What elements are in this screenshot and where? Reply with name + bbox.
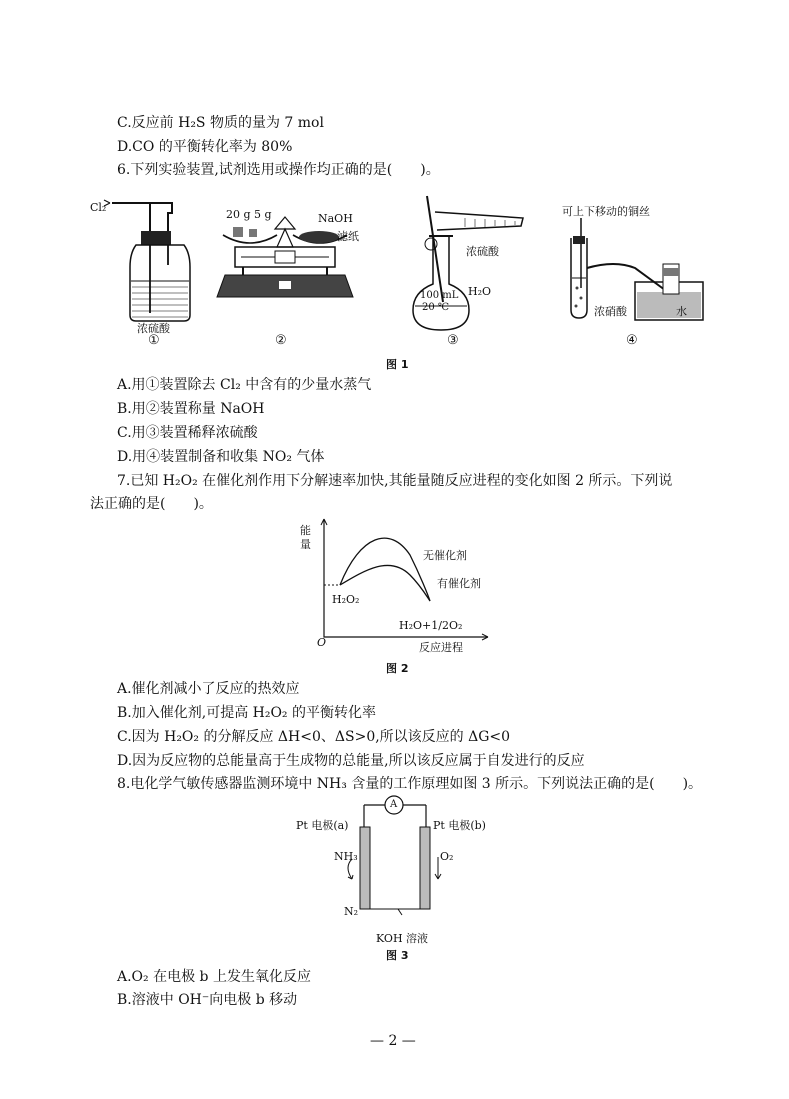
question-8-option-a: A.O₂ 在电极 b 上发生氧化反应 — [117, 969, 311, 985]
filter-paper-label: 滤纸 — [337, 230, 359, 243]
figure-1-caption: 图 1 — [386, 358, 409, 371]
question-7-option-c: C.因为 H₂O₂ 的分解反应 ΔH<0、ΔS>0,所以该反应的 ΔG<0 — [117, 729, 511, 745]
question-6-option-b: B.用②装置称量 NaOH — [117, 401, 265, 417]
o2-label: O₂ — [440, 850, 454, 863]
figure-2-caption: 图 2 — [386, 662, 409, 675]
energy-axis-label: 能量 — [300, 524, 311, 551]
with-catalyst-label: 有催化剂 — [437, 577, 481, 590]
flask-volume-label: 100 mL — [420, 290, 459, 301]
question-7-option-b: B.加入催化剂,可提高 H₂O₂ 的平衡转化率 — [117, 705, 376, 721]
page-number: — 2 — — [370, 1033, 416, 1049]
question-6-option-c: C.用③装置稀释浓硫酸 — [117, 425, 258, 441]
option-c: C.反应前 H₂S 物质的量为 7 mol — [117, 115, 324, 131]
figure-3-caption: 图 3 — [386, 949, 409, 962]
flask-temperature-label: 20 ℃ — [422, 302, 450, 313]
question-7-option-a: A.催化剂减小了反应的热效应 — [117, 681, 300, 697]
n2-label: N₂ — [344, 905, 359, 918]
uncatalyzed-curve — [340, 538, 430, 601]
origin-label: O — [317, 636, 327, 649]
option-d: D.CO 的平衡转化率为 80% — [117, 139, 293, 155]
copper-wire-test-tube-diagram — [565, 218, 710, 323]
weights-label: 20 g 5 g — [226, 208, 272, 221]
question-7-line-2: 法正确的是( )。 — [90, 496, 213, 512]
conc-nitric-acid-label: 浓硝酸 — [594, 305, 627, 318]
naoh-label: NaOH — [318, 212, 353, 225]
gas-washing-bottle-diagram — [80, 195, 190, 330]
apparatus-number-3: ③ — [447, 333, 459, 348]
conc-sulfuric-acid-label-3: 浓硫酸 — [466, 245, 499, 258]
no-catalyst-label: 无催化剂 — [423, 549, 467, 562]
question-8-option-b: B.溶液中 OH⁻向电极 b 移动 — [117, 992, 298, 1008]
question-6-option-d: D.用④装置制备和收集 NO₂ 气体 — [117, 449, 325, 465]
electrode-b-label: Pt 电极(b) — [433, 819, 486, 832]
question-8: 8.电化学气敏传感器监测环境中 NH₃ 含量的工作原理如图 3 所示。下列说法正确的是( )。 — [117, 776, 703, 792]
apparatus-number-4: ④ — [626, 333, 638, 348]
conc-sulfuric-acid-label-1: 浓硫酸 — [137, 322, 170, 335]
apparatus-number-1: ① — [148, 333, 160, 348]
movable-copper-wire-label: 可上下移动的铜丝 — [562, 205, 650, 218]
question-6-option-a: A.用①装置除去 Cl₂ 中含有的少量水蒸气 — [117, 377, 372, 393]
reaction-progress-label: 反应进程 — [419, 641, 463, 654]
cl2-label: Cl₂ — [90, 201, 107, 214]
water-label: 水 — [676, 305, 687, 318]
question-7-option-d: D.因为反应物的总能量高于生成物的总能量,所以该反应属于自发进行的反应 — [117, 753, 585, 769]
product-label: H₂O+1/2O₂ — [399, 619, 463, 632]
question-6: 6.下列实验装置,试剂选用或操作均正确的是( )。 — [117, 162, 440, 178]
koh-solution-label: KOH 溶液 — [376, 932, 429, 945]
balance-diagram — [215, 215, 355, 315]
nh3-label: NH₃ — [334, 850, 358, 863]
apparatus-number-2: ② — [275, 333, 287, 348]
reactant-label: H₂O₂ — [332, 593, 360, 606]
question-7-line-1: 7.已知 H₂O₂ 在催化剂作用下分解速率加快,其能量随反应进程的变化如图 2 所示。下列说 — [117, 473, 673, 489]
ammeter-label: A — [390, 799, 398, 810]
h2o-label: H₂O — [468, 285, 492, 298]
electrode-a-label: Pt 电极(a) — [296, 819, 349, 832]
